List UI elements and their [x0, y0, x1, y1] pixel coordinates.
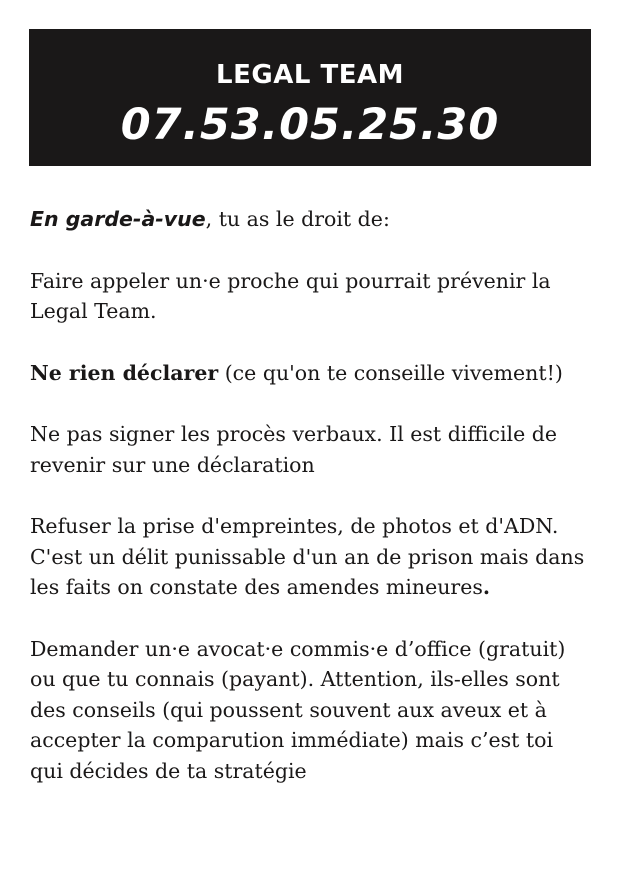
right-text: Ne pas signer les procès verbaux. Il est difficile de revenir sur une déclaration — [30, 422, 557, 477]
right-call-relative — [30, 266, 592, 327]
right-text: Faire appeler un·e proche qui pourrait prévenir la Legal Team. — [30, 268, 551, 323]
right-text: Demander un·e avocat·e commis·e d’office (gratuit) ou que tu connais (payant). Attention, ils-elles sont des conseils (qui poussent souvent aux aveux et à accepter la comparution immédiate) mais c’est toi qui décides de ta stratégie — [30, 636, 566, 783]
intro-paragraph — [30, 204, 592, 235]
right-text: Refuser la prise d'empreintes, de photos et d'ADN. C'est un délit punissable d'un an de prison mais dans les faits on constate des amendes mineures — [30, 514, 585, 599]
right-refuse-signing — [30, 419, 592, 480]
right-strong: Ne rien déclarer — [30, 360, 219, 385]
legal-team-banner — [29, 29, 591, 166]
intro-rest: , tu as le droit de: — [205, 207, 390, 231]
right-remain-silent — [30, 358, 592, 389]
rights-text — [30, 204, 592, 817]
banner-title: LEGAL TEAM — [216, 60, 404, 90]
right-end-mark: . — [482, 575, 491, 599]
intro-lead: En garde-à-vue — [30, 207, 206, 231]
right-refuse-fingerprints — [30, 511, 592, 603]
right-request-lawyer — [30, 634, 592, 787]
right-text: (ce qu'on te conseille vivement!) — [218, 360, 563, 385]
legal-team-phone-number: 07.53.05.25.30 — [120, 100, 500, 150]
